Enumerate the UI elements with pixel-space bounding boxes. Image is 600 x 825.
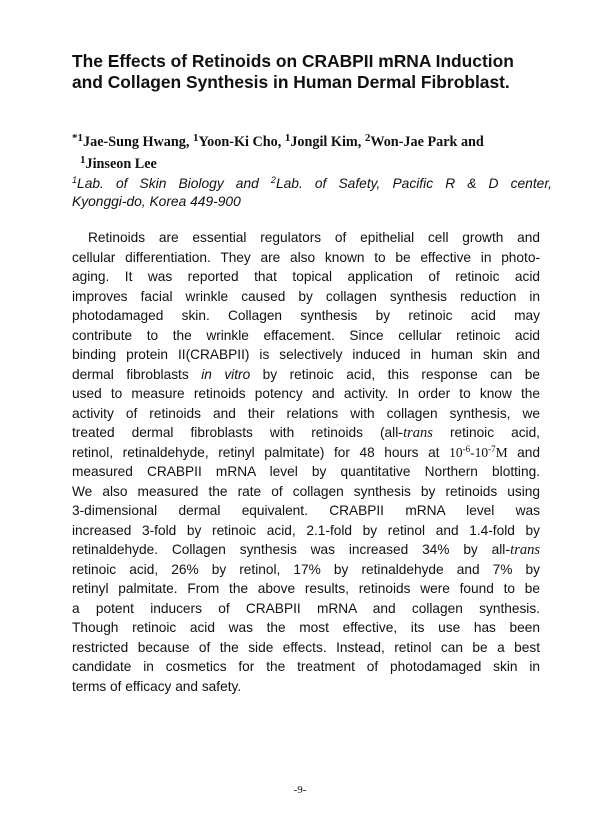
abstract-line: photodamaged skin. Collagen synthesis by retinoic acid may xyxy=(72,308,540,324)
abstract-line: terms of efficacy and safety. xyxy=(72,678,242,694)
abstract-line: increased 3-fold by retinoic acid, 2.1-fold by retinol and 1.4-fold by xyxy=(72,522,540,538)
abstract-line: cellular differentiation. They are also known to be effective in photo- xyxy=(72,249,540,265)
abstract-line: retinyl palmitate. From the above results, retinoids were found to be xyxy=(72,581,540,597)
abstract-line: Though retinoic acid was the most effective, its use has been xyxy=(72,620,540,636)
affiliation xyxy=(72,175,552,211)
page-number: -9- xyxy=(293,784,307,796)
author-mark: *1 xyxy=(72,132,83,144)
abstract-line: contribute to the wrinkle effacement. Since cellular retinoic acid xyxy=(72,327,540,343)
abstract-line: aging. It was reported that topical application of retinoic acid xyxy=(72,269,540,285)
abstract-line: Retinoids are essential regulators of epithelial cell growth and xyxy=(88,230,540,245)
author-name: Yoon-Ki Cho, xyxy=(198,134,282,150)
trans-italic: -trans xyxy=(398,425,433,442)
abstract-line: 3-dimensional dermal equivalent. CRABPII mRNA level was xyxy=(72,503,540,519)
author-list xyxy=(72,131,552,175)
affiliation-line-1: $^1$Lab. of Skin Biology and $^2$Lab. of Safety, Pacific R & D center, xyxy=(72,175,552,191)
abstract-line: measured CRABPII mRNA level by quantitative Northern blotting. xyxy=(72,464,540,480)
affiliation-mark: 1 xyxy=(72,175,78,185)
abstract-line: used to measure retinoids potency and activity. In order to know the xyxy=(72,386,540,402)
abstract-line: activity of retinoids and their relations with collagen synthesis, we xyxy=(72,405,540,421)
author-mark: 1 xyxy=(192,132,199,144)
paper-title xyxy=(72,51,552,93)
author-mark: 1 xyxy=(284,132,291,144)
author-line-1 xyxy=(72,131,552,153)
abstract-line: improves facial wrinkle caused by collagen synthesis reduction in xyxy=(72,288,540,304)
abstract-line: dermal fibroblasts in vitro by retinoic acid, this response can be xyxy=(72,366,540,382)
abstract-line: We also measured the rate of collagen synthesis by retinoids using xyxy=(72,483,540,499)
abstract-line: candidate in cosmetics for the treatment of photodamaged skin in xyxy=(72,659,540,675)
author-mark: 2 xyxy=(364,132,371,144)
title-line-2: and Collagen Synthesis in Human Dermal Fibroblast. xyxy=(72,72,510,92)
author-name: Jongil Kim, xyxy=(290,134,362,150)
abstract-line: treated dermal fibroblasts with retinoids (all-trans retinoic acid, xyxy=(72,425,540,442)
abstract-line: retinaldehyde. Collagen synthesis was increased 34% by all-trans xyxy=(72,542,540,559)
abstract-line: retinoic acid, 26% by retinol, 17% by retinaldehyde and 7% by xyxy=(72,561,540,577)
title-line-1: The Effects of Retinoids on CRABPII mRNA Induction xyxy=(72,51,514,71)
abstract-line: restricted because of the side effects. Instead, retinol can be a best xyxy=(72,639,540,655)
abstract-body xyxy=(72,228,540,696)
author-line-2 xyxy=(72,153,552,175)
affiliation-line-2: Kyonggi-do, Korea 449-900 xyxy=(72,194,241,209)
author-name: Won-Jae Park and xyxy=(370,134,484,150)
concentration-range: $10^{-6}-10^{-7}M$ xyxy=(449,443,508,460)
affiliation-mark: 2 xyxy=(270,175,276,185)
author-mark: 1 xyxy=(80,154,86,166)
in-vitro-italic: in vitro xyxy=(201,366,251,382)
abstract-line: binding protein II(CRABPII) is selectively induced in human skin and xyxy=(72,347,540,363)
trans-italic: -trans xyxy=(505,542,540,559)
author-name: Jinseon Lee xyxy=(85,156,157,172)
abstract-line: a potent inducers of CRABPII mRNA and collagen synthesis. xyxy=(72,600,540,616)
author-name: Jae-Sung Hwang, xyxy=(83,134,190,150)
abstract-line: retinol, retinaldehyde, retinyl palmitate) for 48 hours at $10^{-6}-10^{-7}M$ and xyxy=(72,443,541,460)
